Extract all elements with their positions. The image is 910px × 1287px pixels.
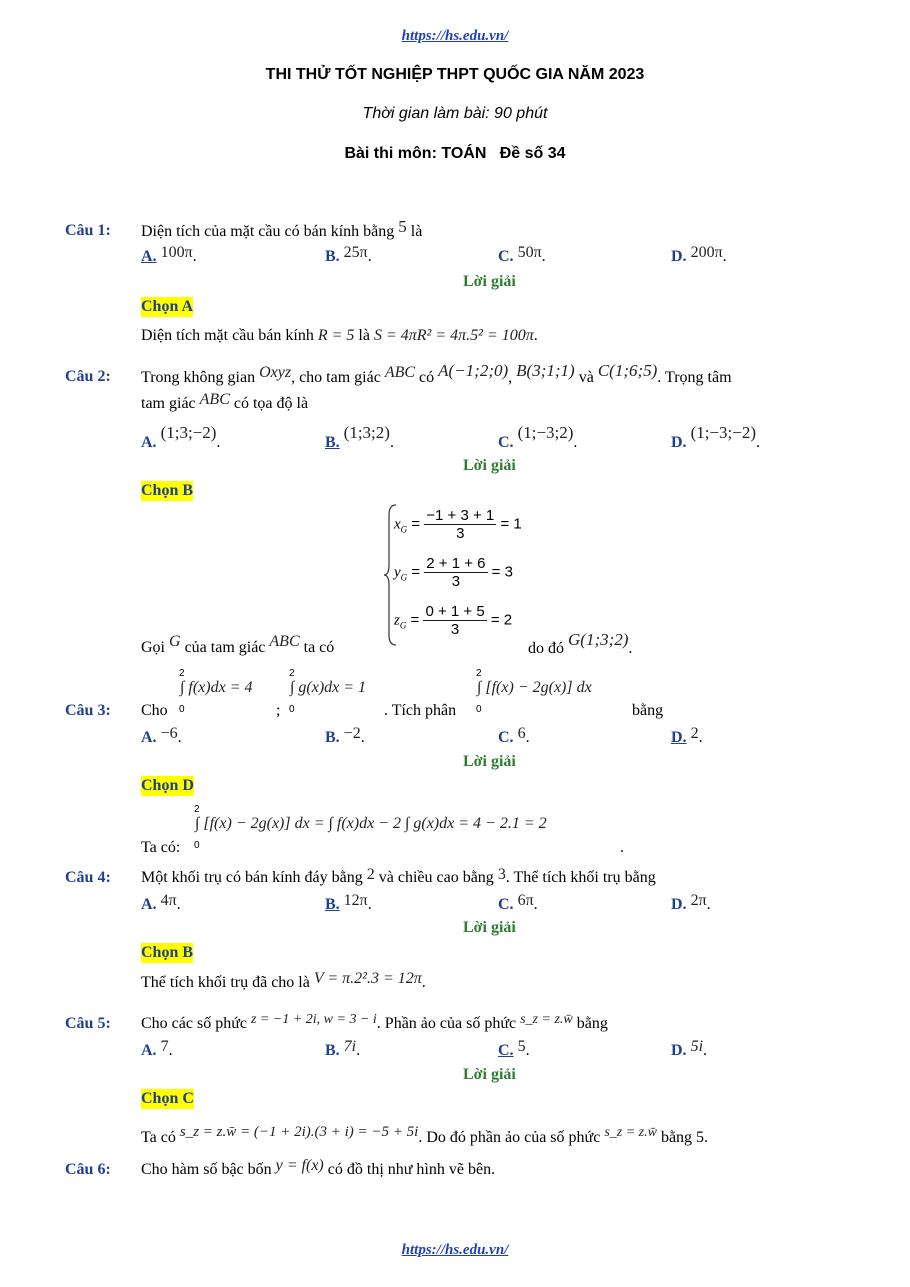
q2-centroid-system [384, 503, 534, 647]
q3-text: . Tích phân [384, 702, 457, 719]
q5-option-b[interactable]: B. 7i. [325, 1038, 361, 1059]
q4-option-d[interactable]: D. 2π. [671, 892, 711, 913]
q1-option-d[interactable]: D. 200π. [671, 244, 727, 265]
q1-option-c[interactable]: C. 50π. [498, 244, 546, 265]
q1-explain: Diện tích mặt cầu bán kính R = 5 là S = 4πR² = 4π.5² = 100π. [141, 327, 538, 344]
q4-label: Câu 4: [65, 869, 111, 886]
exam-title: THI THỬ TỐT NGHIỆP THPT QUỐC GIA NĂM 2023 [265, 66, 645, 83]
q3-option-b[interactable]: B. −2. [325, 725, 365, 746]
q3-solution-label: Lời giải [463, 753, 516, 770]
q4-choice: Chọn B [141, 944, 194, 961]
q5-choice: Chọn C [141, 1090, 194, 1107]
q2-option-b[interactable]: B. (1;3;2). [325, 423, 394, 451]
q2-option-c[interactable]: C. (1;−3;2). [498, 423, 578, 451]
q5-label: Câu 5: [65, 1015, 111, 1032]
q1-choice: Chọn A [141, 298, 194, 315]
header-link[interactable]: https://hs.edu.vn/ [401, 28, 509, 44]
q4-stem: Một khối trụ có bán kính đáy bằng 2 và chiều cao bằng 3. Thể tích khối trụ bằng [141, 866, 656, 886]
exam-subject: Bài thi môn: TOÁN Đề số 34 [344, 145, 566, 162]
q5-solution-label: Lời giải [463, 1066, 516, 1083]
q2-choice: Chọn B [141, 482, 194, 499]
q2-x-row: $x_G$ = $\frac{-1 + 3 + 1}{3}$ = 1 [394, 507, 522, 542]
q1-label: Câu 1: [65, 222, 111, 239]
q3-option-c[interactable]: C. 6. [498, 725, 530, 746]
q2-z-row: $z_G$ = $\frac{0 + 1 + 5}{3}$ = 2 [394, 603, 513, 638]
footer-link[interactable]: https://hs.edu.vn/ [401, 1242, 509, 1258]
q2-result: do đó G(1;3;2). [528, 630, 633, 657]
q1-option-a[interactable]: A. 100π. [141, 244, 197, 265]
q3-work-dot: . [620, 839, 624, 856]
q2-explain: Gọi G của tam giác ABC ta có [141, 633, 335, 656]
q2-option-d[interactable]: D. (1;−3;−2). [671, 423, 761, 451]
q3-choice: Chọn D [141, 777, 194, 794]
q4-option-c[interactable]: C. 6π. [498, 892, 538, 913]
q3-sep: ; [276, 702, 281, 719]
q2-solution-label: Lời giải [463, 457, 516, 474]
q2-stem-line1: Trong không gian Oxyz, cho tam giác ABC có A(−1;2;0), B(3;1;1) và C(1;6;5). Trọng tâm [141, 361, 732, 386]
q4-option-b[interactable]: B. 12π. [325, 892, 372, 913]
q4-solution-label: Lời giải [463, 919, 516, 936]
q5-explain: Ta có s_z = z.w̄ = (−1 + 2i).(3 + i) = −5 + 5i. Do đó phần ảo của số phức s_z = z.w̄ bằng 5. [141, 1124, 709, 1146]
q1-option-b[interactable]: B. 25π. [325, 244, 372, 265]
q3-option-d[interactable]: D. 2. [671, 725, 703, 746]
q2-option-a[interactable]: A. (1;3;−2). [141, 423, 221, 451]
q1-solution-label: Lời giải [463, 273, 516, 290]
q2-y-row: $y_G$ = $\frac{2 + 1 + 6}{3}$ = 3 [394, 555, 513, 590]
q3-cho: Cho [141, 702, 168, 719]
q4-explain: Thể tích khối trụ đã cho là V = π.2².3 = 12π. [141, 970, 426, 991]
q6-stem: Cho hàm số bậc bốn y = f(x) có đồ thị như hình vẽ bên. [141, 1157, 496, 1178]
q5-stem: Cho các số phức z = −1 + 2i, w = 3 − i. Phần ảo của số phức s_z = z.w̄ bằng [141, 1012, 608, 1032]
q3-option-a[interactable]: A. −6. [141, 725, 182, 746]
q5-option-d[interactable]: D. 5i. [671, 1038, 708, 1059]
q2-label: Câu 2: [65, 368, 111, 385]
q1-stem: Diện tích của mặt cầu có bán kính bằng 5 là [141, 217, 423, 240]
q4-option-a[interactable]: A. 4π. [141, 892, 181, 913]
q3-bang: bằng [632, 702, 664, 719]
q3-label: Câu 3: [65, 702, 111, 719]
q5-option-a[interactable]: A. 7. [141, 1038, 173, 1059]
q6-label: Câu 6: [65, 1161, 111, 1178]
q5-option-c[interactable]: C. 5. [498, 1038, 530, 1059]
q3-taco: Ta có: [141, 839, 181, 856]
q2-stem-line2: tam giác ABC có tọa độ là [141, 391, 309, 412]
exam-time: Thời gian làm bài: 90 phút [362, 105, 548, 122]
document-page: https://hs.edu.vn/ THI THỬ TỐT NGHIỆP THPT QUỐC GIA NĂM 2023 Thời gian làm bài: 90 phút Bài thi môn: TOÁN Đề số 34 Câu 1: Diện tích của mặt cầu có bán kính bằng 5 là A. 100π. B. 25π. C. 50π. D. 200π. Lời giải Chọn A Diện tích mặt cầu bán kính R = 5 là S = 4πR² = 4π.5² = 100π. Câu 2: Trong không gian Oxyz, cho tam giác ABC có A(−1;2;0), B(3;1;1) và C(1;6;5). Trọng tâm tam giác ABC có tọa độ là A. (1;3;−2). B. (1;3;2). C. (1;−3;2). D. (1;−3;−2). Lời giải Chọn B $x_G$ = $\frac{-1 + 3 + 1}{3}$ = 1 $y_G$ = $\frac{2 + 1 + 6}{3}$ = 3 $z_G$ = $\frac{0 + 1 + 5}{3}$ = 2 Gọi G của tam giác ABC ta có do đó G(1;3;2). Câu 3: Cho 2 ∫ f(x)dx = 4 0 ; 2 ∫ g(x)dx = 1 0 . Tích phân 2 ∫ [f(x) − 2g(x)] dx 0 bằng A. −6. B. −2. C. 6. D. 2. Lời giải Chọn D Ta có: 2 ∫ [f(x) − 2g(x)] dx = ∫ f(x)dx − 2 ∫ g(x)dx = 4 − 2.1 = 2 0 . Câu 4: Một khối trụ có bán kính đáy bằng 2 và chiều cao bằng 3. Thể tích khối trụ bằng A. 4π. B. 12π. C. 6π. D. 2π. Lời giải Chọn B Thể tích khối trụ đã cho là V = π.2².3 = 12π. Câu 5: Cho các số phức z = −1 + 2i, w = 3 − i. Phần ảo của số phức s_z = z.w̄ bằng A. 7. B. 7i. C. 5. D. 5i. Lời giải Chọn C Ta có s_z = z.w̄ = (−1 + 2i).(3 + i) = −5 + 5i. Do đó phần ảo của số phức s_z = z.w̄ bằng 5. Câu 6: Cho hàm số bậc bốn y = f(x) có đồ thị như hình vẽ bên. https://hs.edu.vn/ [0, 0, 910, 1287]
